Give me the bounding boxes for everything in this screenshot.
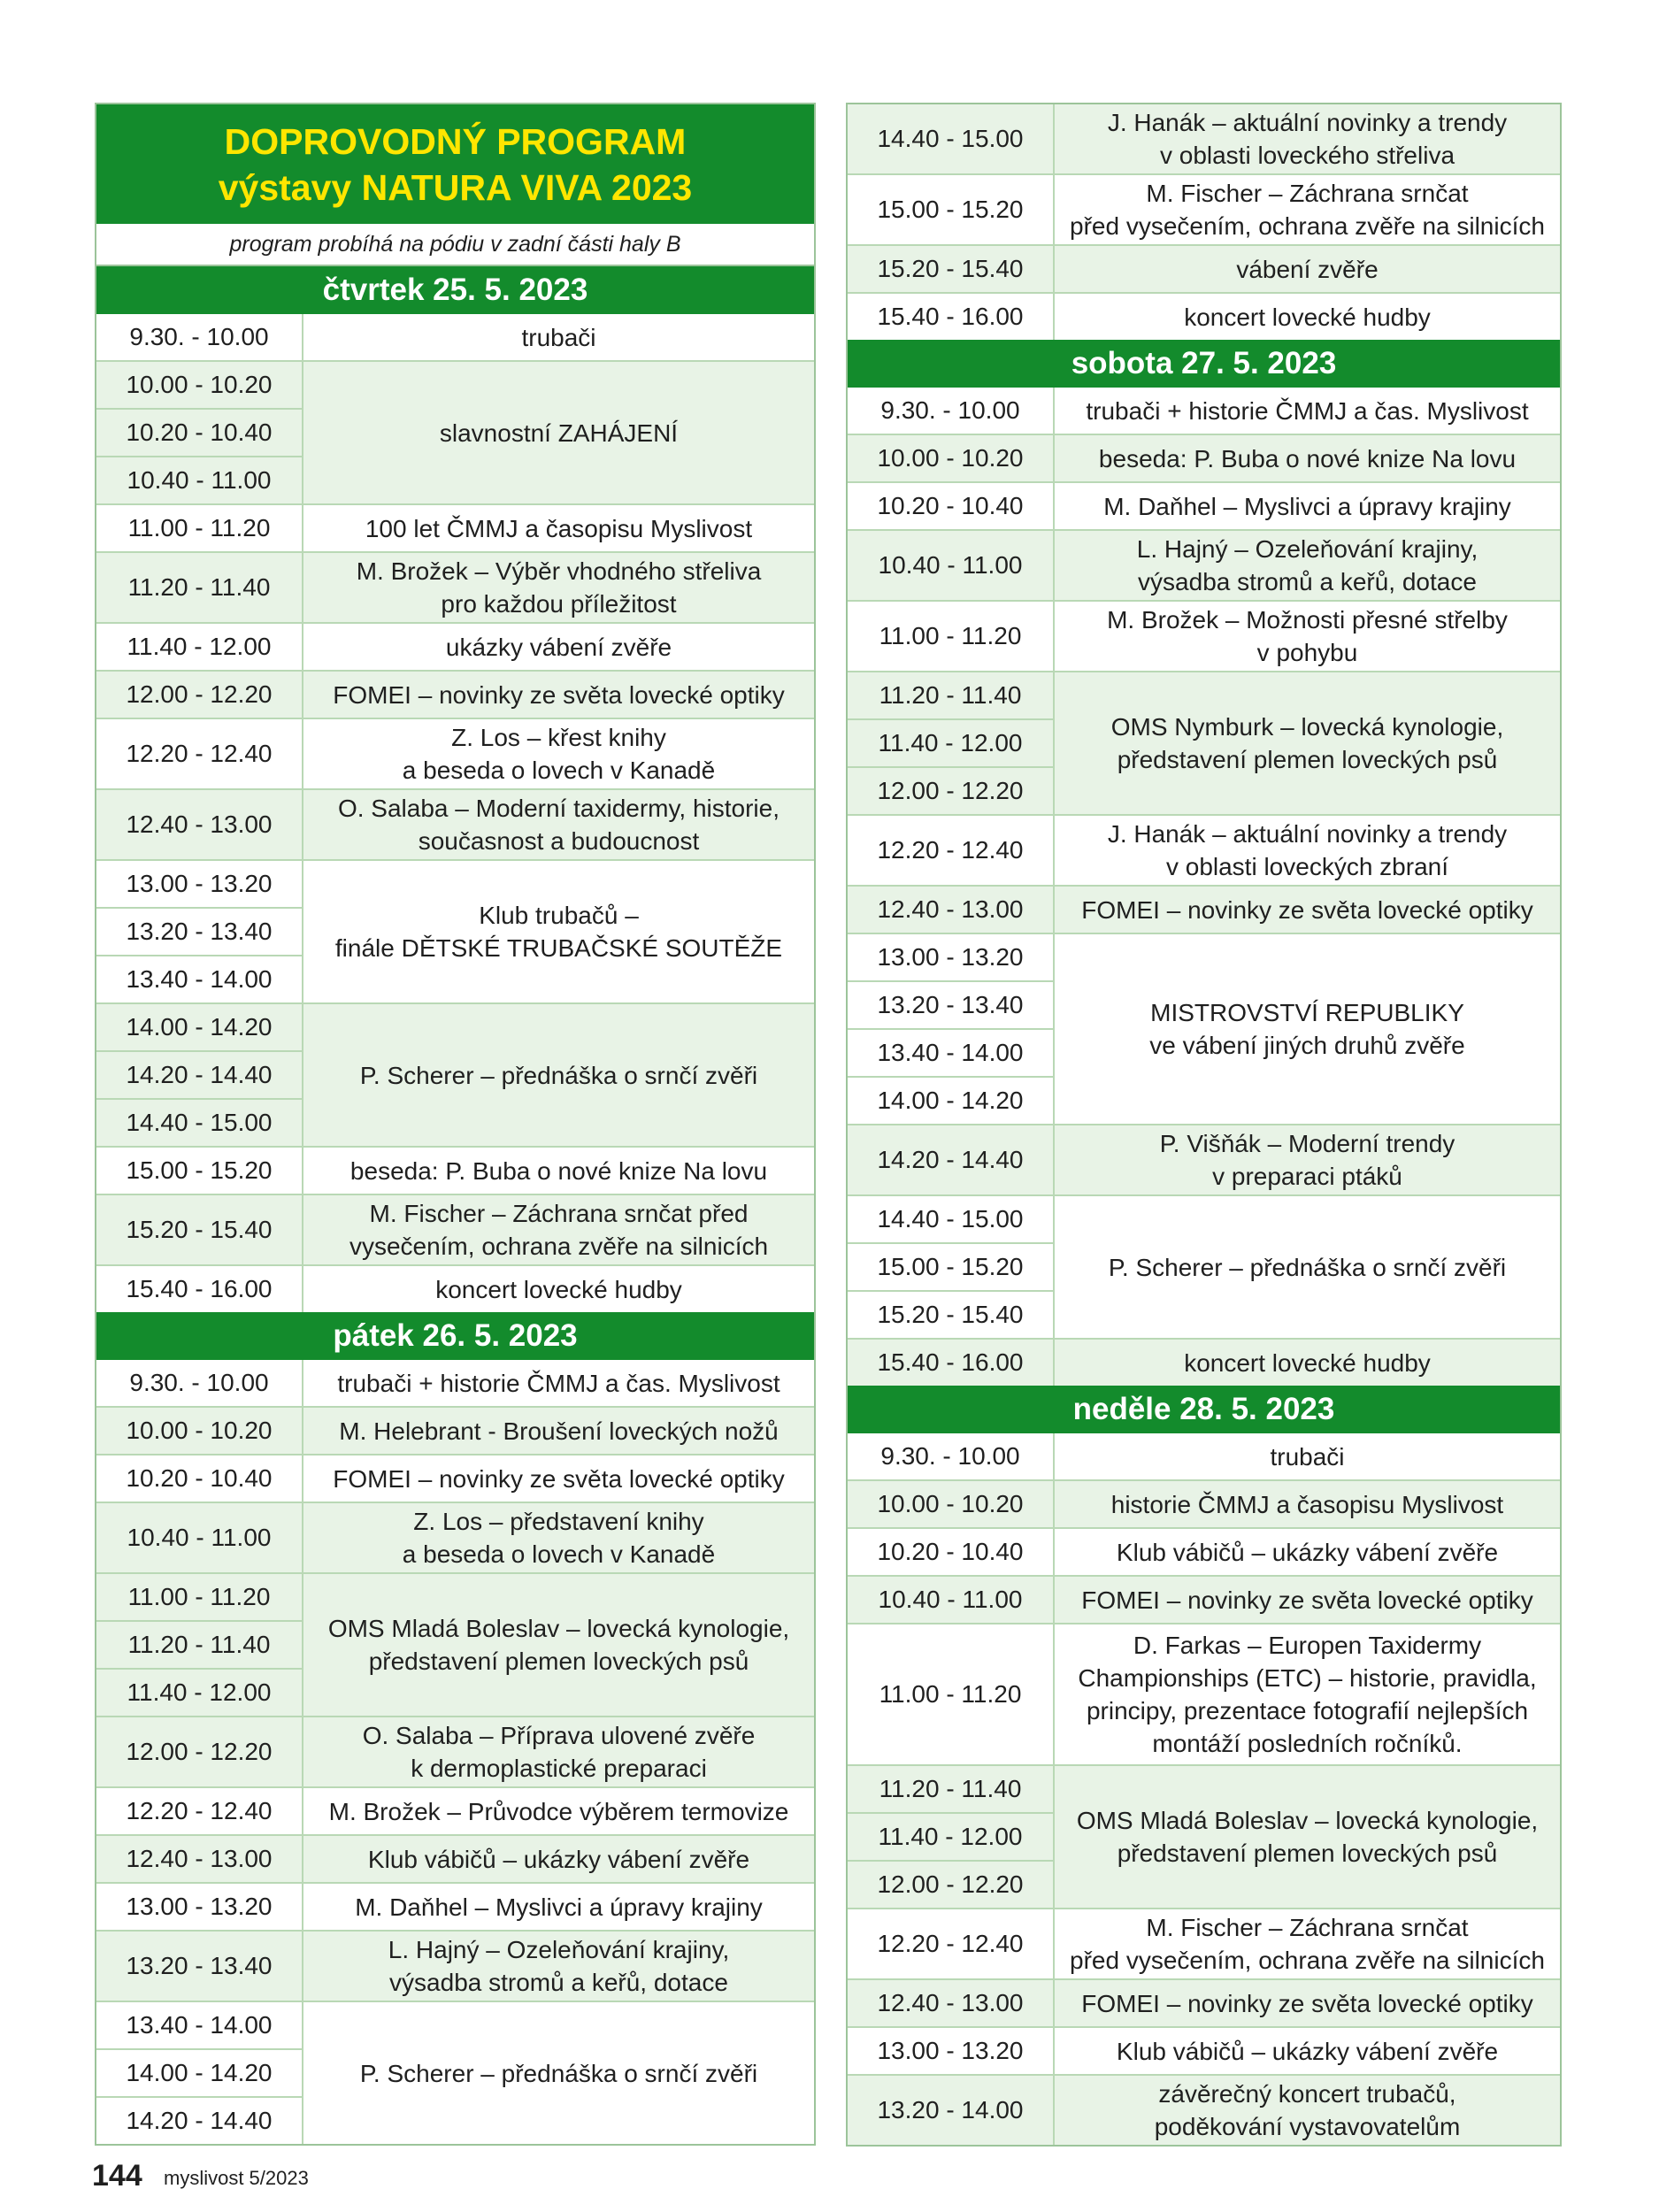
program-item: Klub vábičů – ukázky vábení zvěře [1116,1538,1499,1566]
program-item: slavnostní ZAHÁJENÍ [439,419,679,447]
time-slot: 14.20 - 14.40 [96,2096,302,2144]
time-slot: 12.20 - 12.40 [126,740,273,767]
program-item: L. Hajný – Ozeleňování krajiny, výsadba stromů a keřů, dotace [388,1936,730,1996]
schedule-row [96,2002,814,2144]
time-slot: 13.00 - 13.20 [126,1893,273,1920]
time-cell [96,719,303,788]
program-item: beseda: P. Buba o nové knize Na lovu [349,1156,768,1185]
program-item: J. Hanák – aktuální novinky a trendy v oblasti loveckých zbraní [1107,820,1508,880]
program-item: D. Farkas – Europen Taxidermy Championships (ETC) – historie, pravidla, principy, prezentace fotografií nejlepších montáží posledních ročníků. [1078,1632,1537,1757]
time-slot: 12.00 - 12.20 [848,766,1053,814]
time-slot: 10.00 - 10.20 [877,1490,1024,1517]
time-slot: 11.00 - 11.20 [127,1583,271,1610]
schedule-row [848,483,1560,531]
program-item: koncert lovecké hudby [1184,303,1431,331]
time-cell [848,1577,1055,1623]
schedule-row [848,1433,1560,1481]
time-cell [848,1980,1055,2026]
time-slot: 15.20 - 15.40 [126,1216,273,1243]
time-slot: 10.00 - 10.20 [126,371,273,398]
time-slot: 13.00 - 13.20 [877,943,1024,971]
time-cell [848,934,1055,1124]
schedule-row [848,175,1560,246]
day-header-friday: pátek 26. 5. 2023 [96,1312,814,1360]
schedule-row [848,1980,1560,2028]
schedule-row [848,1766,1560,1909]
program-item: Klub vábičů – ukázky vábení zvěře [367,1845,750,1873]
time-cell [96,1455,303,1502]
schedule-row [96,1932,814,2002]
time-slot: 15.20 - 15.40 [877,255,1024,282]
time-cell [848,1766,1055,1908]
program-item: koncert lovecké hudby [435,1275,682,1303]
time-cell [848,1125,1055,1194]
program-item: trubači + historie ČMMJ a čas. Myslivost [337,1369,780,1397]
schedule-row [848,531,1560,602]
time-slot: 9.30. - 10.00 [129,1369,269,1396]
time-slot: 13.20 - 13.40 [126,1952,273,1979]
program-item: J. Hanák – aktuální novinky a trendy v oblasti loveckého střeliva [1107,109,1508,169]
title-line-1: DOPROVODNÝ PROGRAM [224,121,687,162]
time-slot: 11.00 - 11.20 [127,514,271,541]
time-cell [96,624,303,670]
time-slot: 10.20 - 10.40 [877,1538,1024,1565]
time-slot: 12.00 - 12.20 [126,1738,273,1765]
program-item: L. Hajný – Ozeleňování krajiny, výsadba stromů a keřů, dotace [1136,535,1479,595]
time-cell [96,861,303,1002]
program-item: historie ČMMJ a časopisu Myslivost [1110,1490,1504,1518]
program-item: O. Salaba – Moderní taxidermy, historie, současnost a budoucnost [337,795,780,855]
program-item: M. Brožek – Průvodce výběrem termovize [328,1797,789,1825]
time-cell [96,505,303,551]
program-item: MISTROVSTVÍ REPUBLIKY ve vábení jiných druhů zvěře [1149,999,1465,1059]
program-item: trubači + historie ČMMJ a čas. Myslivost [1086,396,1529,425]
time-cell [96,1932,303,2001]
program-item: M. Fischer – Záchrana srnčat před vysečením, ochrana zvěře na silnicích [349,1200,769,1260]
time-slot: 10.40 - 11.00 [127,1524,272,1551]
schedule-friday [96,1360,814,2144]
program-item: Z. Los – představení knihy a beseda o lovech v Kanadě [402,1508,716,1568]
program-item: Klub trubačů – finále DĚTSKÉ TRUBAČSKÉ SOUTĚŽE [334,902,783,962]
time-cell [96,1836,303,1882]
schedule-row [848,1577,1560,1624]
schedule-row [96,861,814,1004]
schedule-row [848,1624,1560,1766]
program-item: koncert lovecké hudby [1184,1348,1431,1377]
time-slot: 9.30. - 10.00 [880,1442,1020,1470]
schedule-thursday [96,314,814,1312]
program-item: P. Scherer – přednáška o srnčí zvěři [359,2059,758,2087]
time-slot: 11.40 - 12.00 [848,718,1053,766]
schedule-row [96,362,814,505]
program-item: Klub vábičů – ukázky vábení zvěře [1116,2037,1499,2065]
schedule-row [96,553,814,624]
time-slot: 12.00 - 12.20 [848,1860,1053,1908]
program-title [96,104,814,224]
schedule-row [96,314,814,362]
time-slot: 15.40 - 16.00 [877,1348,1024,1376]
time-slot: 12.00 - 12.20 [126,680,273,708]
time-cell [848,2028,1055,2074]
time-cell [96,362,303,503]
time-slot: 14.20 - 14.40 [96,1050,302,1098]
schedule-row [848,934,1560,1125]
schedule-saturday [848,388,1560,1386]
time-cell [848,672,1055,814]
time-cell [96,1503,303,1572]
program-item: OMS Mladá Boleslav – lovecká kynologie, představení plemen loveckých psů [1076,1807,1539,1867]
program-item: FOMEI – novinky ze světa lovecké optiky [1081,1989,1533,2017]
time-slot: 12.20 - 12.40 [877,836,1024,864]
schedule-row [96,1266,814,1312]
schedule-row [96,1717,814,1788]
schedule-row [848,246,1560,294]
time-cell [848,294,1055,340]
time-slot: 10.40 - 11.00 [878,551,1023,579]
program-item: M. Fischer – Záchrana srnčat před vysečením, ochrana zvěře na silnicích [1070,180,1545,240]
time-cell [96,1408,303,1454]
program-item: závěrečný koncert trubačů, poděkování vystavovatelům [1154,2080,1461,2140]
program-item: M. Daňhel – Myslivci a úpravy krajiny [355,1893,763,1921]
title-line-2: výstavy NATURA VIVA 2023 [218,167,693,208]
schedule-row [848,2028,1560,2076]
time-slot: 11.20 - 11.40 [879,681,1022,709]
time-cell [848,602,1055,671]
day-header-thursday: čtvrtek 25. 5. 2023 [96,266,814,314]
time-slot: 12.40 - 13.00 [126,810,273,838]
schedule-row [848,1529,1560,1577]
program-item: M. Brožek – Výběr vhodného střeliva pro každou příležitost [356,557,762,618]
time-slot: 9.30. - 10.00 [880,396,1020,424]
schedule-row [96,719,814,790]
time-slot: 14.00 - 14.20 [848,1076,1053,1124]
schedule-row [848,104,1560,175]
program-item: FOMEI – novinky ze světa lovecké optiky [1081,895,1533,924]
schedule-row [848,1196,1560,1340]
program-item: P. Scherer – přednáška o srnčí zvěři [1108,1253,1507,1281]
right-column [846,103,1562,2147]
program-item: vábení zvěře [1236,255,1379,283]
program-item: M. Brožek – Možnosti přesné střelby v pohybu [1107,606,1508,666]
time-slot: 12.40 - 13.00 [877,1989,1024,2016]
time-slot: 10.40 - 11.00 [96,456,302,503]
schedule-row [96,1503,814,1574]
time-cell [848,1529,1055,1575]
time-slot: 11.00 - 11.20 [879,1680,1022,1708]
program-item: trubači [1270,1442,1345,1471]
time-cell [848,2076,1055,2145]
time-slot: 14.00 - 14.20 [96,2048,302,2096]
time-slot: 13.00 - 13.20 [877,2037,1024,2064]
time-cell [848,246,1055,292]
time-cell [96,790,303,859]
time-cell [848,104,1055,173]
program-item: ukázky vábení zvěře [445,633,672,661]
time-slot: 14.20 - 14.40 [877,1146,1024,1173]
time-slot: 11.00 - 11.20 [879,622,1022,649]
time-slot: 12.20 - 12.40 [126,1797,273,1824]
time-slot: 9.30. - 10.00 [129,323,269,350]
schedule-row [848,887,1560,934]
schedule-row [848,435,1560,483]
time-slot: 13.00 - 13.20 [126,870,273,897]
time-slot: 10.00 - 10.20 [877,444,1024,472]
time-cell [848,1196,1055,1338]
program-item: 100 let ČMMJ a časopisu Myslivost [365,514,753,542]
schedule-row [848,672,1560,816]
time-slot: 10.00 - 10.20 [126,1417,273,1444]
schedule-row [848,1340,1560,1386]
schedule-row [848,1909,1560,1980]
schedule-row [96,1408,814,1455]
schedule-row [96,1195,814,1266]
time-cell [848,1909,1055,1978]
time-slot: 13.40 - 14.00 [848,1028,1053,1076]
time-slot: 10.20 - 10.40 [877,492,1024,519]
time-cell [848,435,1055,481]
time-cell [848,816,1055,885]
time-slot: 14.40 - 15.00 [877,1205,1024,1233]
magazine-issue: myslivost 5/2023 [164,2167,309,2189]
time-slot: 15.00 - 15.20 [126,1156,273,1184]
schedule-row [96,1455,814,1503]
time-slot: 15.20 - 15.40 [848,1290,1053,1338]
time-cell [96,553,303,622]
time-slot: 14.40 - 15.00 [96,1098,302,1146]
schedule-row [96,1884,814,1932]
time-slot: 14.40 - 15.00 [877,125,1024,152]
program-item: FOMEI – novinky ze světa lovecké optiky [1081,1586,1533,1614]
time-slot: 10.20 - 10.40 [126,1464,273,1492]
time-slot: 13.20 - 13.40 [848,980,1053,1028]
time-cell [848,887,1055,933]
time-slot: 11.40 - 12.00 [127,633,272,660]
time-cell [96,672,303,718]
time-slot: 11.40 - 12.00 [96,1668,302,1716]
program-item: M. Fischer – Záchrana srnčat před vysečením, ochrana zvěře na silnicích [1070,1914,1545,1974]
time-slot: 12.40 - 13.00 [877,895,1024,923]
schedule-row [96,1574,814,1717]
time-slot: 15.40 - 16.00 [126,1275,273,1302]
time-slot: 14.00 - 14.20 [126,1013,273,1041]
schedule-row [96,624,814,672]
time-cell [96,314,303,360]
time-cell [848,531,1055,600]
schedule-row [848,388,1560,435]
time-slot: 11.40 - 12.00 [848,1812,1053,1860]
time-slot: 10.40 - 11.00 [878,1586,1023,1613]
time-cell [848,1624,1055,1764]
time-slot: 10.20 - 10.40 [96,408,302,456]
time-cell [96,1195,303,1264]
time-slot: 11.20 - 11.40 [879,1775,1022,1802]
program-item: O. Salaba – Příprava ulovené zvěře k dermoplastické preparaci [362,1722,756,1782]
time-slot: 15.40 - 16.00 [877,303,1024,330]
time-cell [96,1574,303,1716]
time-cell [848,1433,1055,1479]
time-cell [96,1148,303,1194]
program-subtitle: program probíhá na pódiu v zadní části haly B [96,224,814,266]
program-item: FOMEI – novinky ze světa lovecké optiky [333,680,785,709]
time-cell [96,1717,303,1786]
schedule-row [848,294,1560,340]
page-number: 144 [92,2159,142,2193]
day-header-sunday: neděle 28. 5. 2023 [848,1386,1560,1433]
time-slot: 15.00 - 15.20 [848,1242,1053,1290]
schedule-row [96,1836,814,1884]
schedule-row [96,505,814,553]
schedule-row [848,602,1560,672]
time-cell [848,483,1055,529]
time-cell [96,2002,303,2144]
schedule-row [96,1004,814,1148]
program-item: P. Višňák – Moderní trendy v preparaci ptáků [1159,1130,1455,1190]
time-slot: 11.20 - 11.40 [96,1620,302,1668]
time-slot: 13.20 - 14.00 [877,2096,1024,2124]
schedule-sunday [848,1433,1560,2145]
schedule-friday-continued [848,104,1560,340]
schedule-row [96,1360,814,1408]
program-item: beseda: P. Buba o nové knize Na lovu [1098,444,1517,472]
time-slot: 13.40 - 14.00 [96,955,302,1002]
schedule-row [848,1125,1560,1196]
program-item: Z. Los – křest knihy a beseda o lovech v Kanadě [402,724,716,784]
day-header-saturday: sobota 27. 5. 2023 [848,340,1560,388]
time-cell [848,1481,1055,1527]
program-item: M. Helebrant - Broušení loveckých nožů [339,1417,779,1445]
schedule-row [848,816,1560,887]
program-item: OMS Mladá Boleslav – lovecká kynologie, představení plemen loveckých psů [327,1615,790,1675]
time-cell [96,1266,303,1312]
time-cell [848,388,1055,434]
schedule-row [848,1481,1560,1529]
time-slot: 12.20 - 12.40 [877,1930,1024,1957]
schedule-row [96,672,814,719]
time-cell [96,1884,303,1930]
time-slot: 15.00 - 15.20 [877,196,1024,223]
time-slot: 13.40 - 14.00 [126,2011,273,2039]
program-item: P. Scherer – přednáška o srnčí zvěři [359,1061,758,1089]
program-item: OMS Nymburk – lovecká kynologie, představení plemen loveckých psů [1110,713,1504,773]
time-cell [96,1788,303,1834]
schedule-row [96,790,814,861]
schedule-row [96,1148,814,1195]
time-slot: 13.20 - 13.40 [96,907,302,955]
time-cell [848,1340,1055,1386]
time-cell [96,1360,303,1406]
program-item: FOMEI – novinky ze světa lovecké optiky [333,1464,785,1493]
left-column [95,103,816,2146]
time-cell [96,1004,303,1146]
schedule-row [848,2076,1560,2145]
program-item: M. Daňhel – Myslivci a úpravy krajiny [1103,492,1511,520]
schedule-row [96,1788,814,1836]
program-item: trubači [521,323,596,351]
time-cell [848,175,1055,244]
time-slot: 12.40 - 13.00 [126,1845,273,1872]
time-slot: 11.20 - 11.40 [127,573,271,601]
